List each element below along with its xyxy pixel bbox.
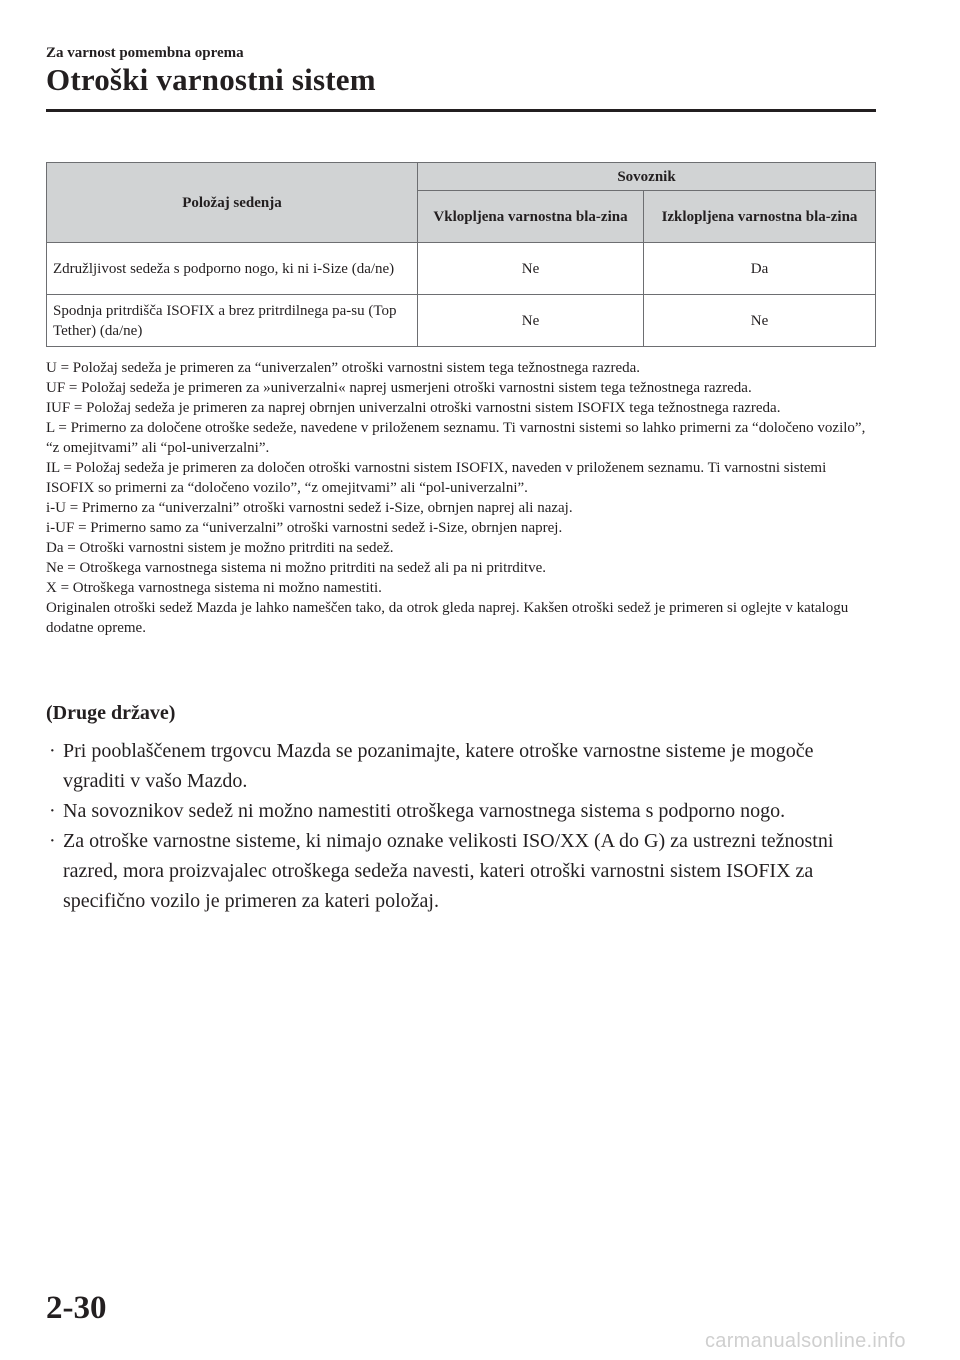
- page-title: Otroški varnostni sistem: [46, 62, 376, 97]
- legend-note: i-UF = Primerno samo za “univerzalni” otroški varnostni sedež i-Size, obrnjen naprej.: [46, 520, 563, 536]
- table-row: [47, 295, 876, 347]
- table-cell: Ne: [644, 295, 876, 347]
- list-item: [46, 796, 876, 826]
- table-corner-header: Položaj sedenja: [47, 163, 418, 243]
- other-countries-list: [46, 736, 876, 916]
- legend-note: Da = Otroški varnostni sistem je možno pritrditi na sedež.: [46, 540, 394, 556]
- legend-note: U = Položaj sedeža je primeren za “univerzalen” otroški varnostni sistem tega težnostnega razreda.: [46, 360, 641, 376]
- legend-note: X = Otroškega varnostnega sistema ni možno namestiti.: [46, 580, 382, 596]
- table-col-header: Vklopljena varnostna bla-zina: [418, 191, 644, 243]
- table-cell: Da: [644, 243, 876, 295]
- seating-position-table: [46, 162, 876, 347]
- other-countries-heading: (Druge države): [46, 702, 176, 724]
- table-group-header: Sovoznik: [418, 163, 876, 191]
- legend-note: L = Primerno za določene otroške sedeže, navedene v priloženem seznamu. Ti varnostni sistemi so lahko primerni za “določeno vozilo”, “z omejitvami” ali “pol-univerzalni”.: [46, 420, 866, 456]
- table-row-label: Spodnja pritrdišča ISOFIX a brez pritrdilnega pa-su (Top Tether) (da/ne): [47, 295, 418, 347]
- table-col-header: Izklopljena varnostna bla-zina: [644, 191, 876, 243]
- bullet-icon: ·: [49, 830, 56, 852]
- list-item-text: Za otroške varnostne sisteme, ki nimajo oznake velikosti ISO/XX (A do G) za ustrezni težnostni razred, mora proizvajalec otroškega sedeža navesti, kateri otroški varnostni sistem ISOFIX za specifično vozilo je primeren za kateri položaj.: [63, 830, 834, 912]
- table-row-label: Združljivost sedeža s podporno nogo, ki ni i-Size (da/ne): [47, 243, 418, 295]
- list-item-text: Pri pooblaščenem trgovcu Mazda se pozanimajte, katere otroške varnostne sisteme je mogoče vgraditi v vašo Mazdo.: [63, 740, 814, 792]
- watermark: carmanualsonline.info: [705, 1330, 906, 1352]
- table-cell: Ne: [418, 295, 644, 347]
- title-divider: [46, 109, 876, 112]
- legend-note: Originalen otroški sedež Mazda je lahko nameščen tako, da otrok gleda naprej. Kakšen otroški sedež je primeren si oglejte v katalogu dodatne opreme.: [46, 600, 849, 636]
- legend-note: Ne = Otroškega varnostnega sistema ni možno pritrditi na sedež ali pa ni pritrditve.: [46, 560, 546, 576]
- table-cell: Ne: [418, 243, 644, 295]
- page-number: 2-30: [46, 1290, 107, 1326]
- section-label: Za varnost pomembna oprema: [46, 45, 244, 61]
- bullet-icon: ·: [49, 800, 56, 822]
- legend-note: IL = Položaj sedeža je primeren za določen otroški varnostni sistem ISOFIX, naveden v priloženem seznamu. Ti varnostni sistemi ISOFIX so primerni za “določeno vozilo”, “z omejitvami” ali “pol-univerzalni”.: [46, 460, 827, 496]
- legend-note: i-U = Primerno za “univerzalni” otroški varnostni sedež i-Size, obrnjen naprej ali nazaj.: [46, 500, 573, 516]
- legend-notes: [46, 358, 876, 638]
- legend-note: UF = Položaj sedeža je primeren za »univerzalni« naprej usmerjeni otroški varnostni sistem tega težnostnega razreda.: [46, 380, 752, 396]
- table-row: [47, 243, 876, 295]
- list-item: [46, 736, 876, 796]
- list-item: [46, 826, 876, 916]
- legend-note: IUF = Položaj sedeža je primeren za naprej obrnjen univerzalni otroški varnostni sistem ISOFIX tega težnostnega razreda.: [46, 400, 781, 416]
- bullet-icon: ·: [49, 740, 56, 762]
- list-item-text: Na sovoznikov sedež ni možno namestiti otroškega varnostnega sistema s podporno nogo.: [63, 800, 786, 822]
